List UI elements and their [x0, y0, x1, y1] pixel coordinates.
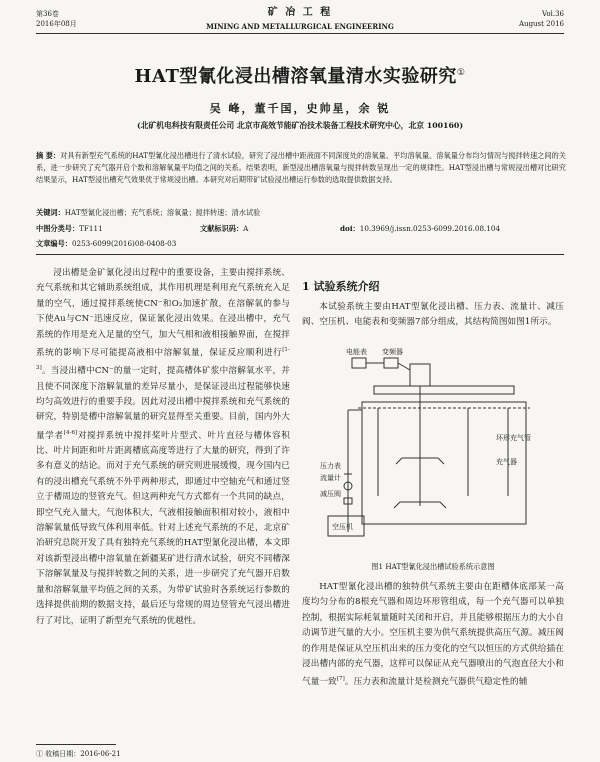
doi[interactable]: doi：10.3969/j.issn.0253-6099.2016.08.104	[340, 224, 501, 233]
article-number: 文章编号：0253-6099(2016)08-0408-03	[36, 239, 177, 248]
vfd-box	[384, 358, 398, 368]
header-journal-cn: 矿 冶 工 程	[267, 7, 333, 18]
header-vol-en: Vol.36	[542, 10, 564, 18]
label-vfd: 变频器	[382, 348, 403, 356]
affiliation: (北矿机电科技有限责任公司 北京市高效节能矿冶技术装备工程技术研究中心，北京 100160)	[136, 121, 464, 130]
header-volume: 第36卷	[36, 10, 59, 18]
footnote-rule	[36, 744, 116, 745]
label-flow: 流量计	[320, 474, 341, 482]
meter-box	[352, 358, 366, 368]
header-date-en: August 2016	[519, 20, 564, 28]
figure-caption: 图1 HAT型氰化浸出槽试验系统示意图	[371, 562, 495, 571]
keywords: 关键词：HAT型氰化浸出槽；充气系统；溶氧量；搅拌转速；清水试验	[36, 208, 261, 217]
label-meter: 电能表	[346, 348, 367, 356]
header-date: 2016年08月	[36, 20, 77, 28]
label-compressor: 空压机	[332, 523, 353, 531]
figure-1-schematic	[318, 346, 556, 554]
footnote: ① 收稿日期：2016-06-21	[36, 750, 121, 758]
section-body: HAT型氰化浸出槽的独特供气系统主要由在距槽体底部某一高度均匀分布的8根充气器和周边环形管组成，每一个充气器可以单独控制，根据实际耗氧量随时关闭和开启，并且能够根据压力的大小自动调节进气量的大小。空压机主要为供气系统提供高压气源。减压阀的作用是保证从空压机出来的压力变化的空气以恒压的方式供给插在浸出槽内部的充气器，这样可以保证从充气器喷出的气泡直径大小和气量一致[7]。压力表和流量计是检测充气器供气稳定性的辅	[302, 582, 564, 688]
paper-title: HAT型氰化浸出槽溶氧量清水实验研究①	[134, 66, 466, 87]
abstract-rule	[36, 254, 564, 255]
doc-code: 文献标识码：A	[200, 224, 249, 233]
label-gauge: 压力表	[320, 462, 341, 470]
section-intro: 本试验系统主要由HAT型氰化浸出槽、压力表、流量计、减压阀、空压机、电能表和变频器7部分组成，其结构简图如图1所示。	[302, 302, 564, 328]
header-journal-en: MINING AND METALLURGICAL ENGINEERING	[206, 22, 394, 31]
left-column	[36, 266, 290, 629]
clc-number: 中图分类号：TF111	[36, 224, 103, 233]
body-paragraph: 浸出槽是金矿氰化浸出过程中的重要设备，主要由搅拌系统、充气系统和其它辅助系统组成，其作用机理是利用充气系统充入足量的空气，通过搅拌系统使CN⁻和O₂加速扩散，在溶解氧的参与下使Au与CN⁻迅速反应，保证氰化浸出效果。在浸出槽中，充气系统的作用是充入足量的空气，加大气相和液相接触界面，在搅拌系统的影响下尽可能提高液相中溶解氧量，保证反应顺利进行[1-3]。当浸出槽中CN⁻的量一定时，提高槽体矿浆中溶解氧水平，并且使不同深度下溶解氧量的差异尽量小，是保证浸出过程能够快速均匀高效进行的重要手段。因此对浸出槽中搅拌系统和充气系统的研究，特别是槽中溶解氧量的研究显得至关重要。目前，国内外大量学者[4-6]对搅拌系统中搅拌桨叶片型式、叶片直径与槽体容积比、叶片间距和叶片距离槽底高度等进行了大量的研究，得到了许多有意义的结论。而对于充气系统的研究则进展缓慢，现今国内已有的浸出槽充气系统不外乎两种形式，即通过中空轴充气和通过竖立于槽周边的竖管充气。但这两种充气方式都有一个共同的缺点，即空气充入量大，气泡体积大，气液相接触面积相对较小，液相中溶解氧量低导致气体利用率低。针对上述充气系统的不足，北京矿冶研究总院开发了具有独特充气系统的HAT型氰化浸出槽，本文即对该新型浸出槽中溶氧量在新疆某矿进行清水试验，研究不同槽深下溶解氧量及与搅拌转数之间的关系，进一步研究了充气器开启数量和溶解氧量平均值之间的关系，为带矿试验时各系统运行参数的选择提供前期的数据支持，最后还与常规的周边竖管充气浸出槽进行了对比，证明了新型充气系统的优越性。	[36, 268, 290, 626]
bridge-frame	[374, 386, 514, 394]
section-heading: 1 试验系统介绍	[302, 280, 380, 293]
label-ring: 环形充气管	[496, 434, 531, 442]
abstract: 摘 要：对具有新型充气系统的HAT型氰化浸出槽进行了清水试验，研究了浸出槽中距液面不同深度处的溶氧量、平均溶氧量、溶氧量分布均匀情况与搅拌转速之间的关系，进一步研究了充气器开启个数和溶解氧量平均值之间的关系。结果表明，新型浸出槽溶氧量与搅拌转数呈现出一定的规律性。HAT型浸出槽与常规浸出槽对比研究结果显示，HAT型浸出槽充气效果优于常规浸出槽。本研究对后期带矿试验浸出槽运行参数的选取提供数据支持。	[36, 151, 566, 184]
label-valve: 减压阀	[320, 490, 341, 498]
header-rule	[36, 33, 564, 34]
label-aerator: 充气器	[496, 458, 517, 466]
motor-shape	[410, 364, 430, 386]
authors: 吴 峰，董千国，史帅星，余 锐	[209, 102, 391, 115]
